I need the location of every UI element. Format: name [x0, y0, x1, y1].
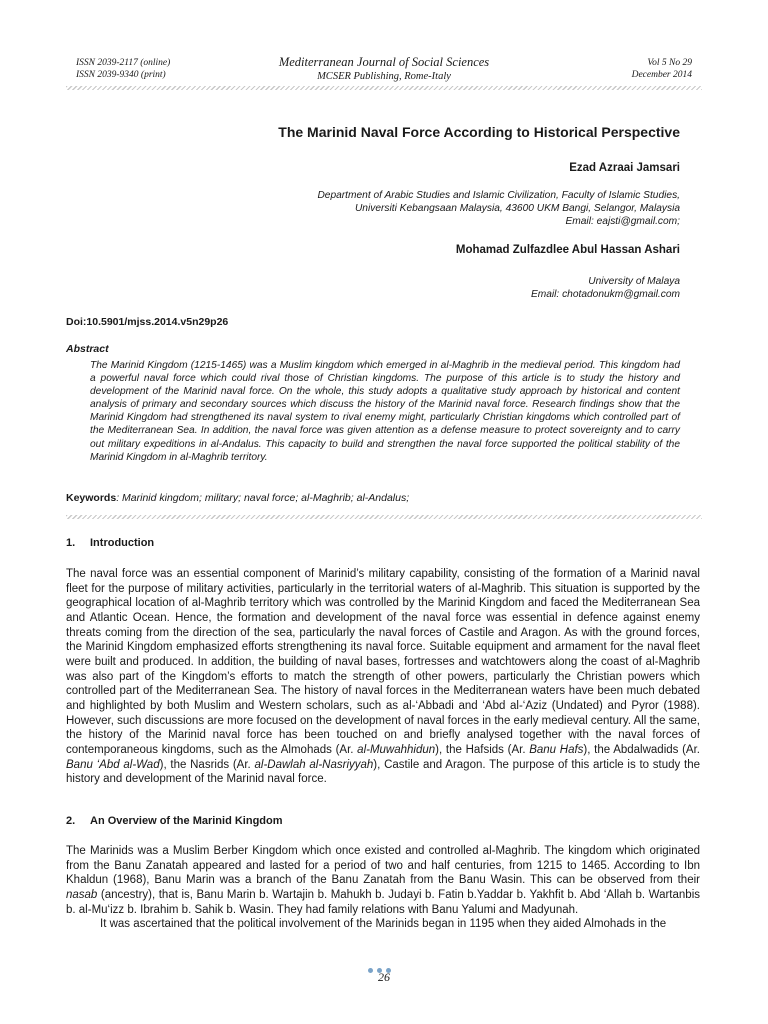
keywords-list: : Marinid kingdom; military; naval force; al-Maghrib; al-Andalus; — [116, 492, 410, 504]
keywords — [66, 492, 409, 504]
abstract-divider — [66, 515, 702, 519]
doi: Doi:10.5901/mjss.2014.v5n29p26 — [66, 316, 229, 328]
journal-block — [250, 55, 518, 84]
issn-print: ISSN 2039-9340 (print) — [76, 70, 166, 80]
text-run: The naval force was an essential component of Marinid’s military capability, consisting of the formation of a Marinid naval fleet for the purpose of military activities, particularly in the territorial waters of al-Maghrib. This situation is supported by the geographical location of al-Maghrib territory which was controlled by the Marinid Kingdom and faced the Mediterranean Sea and Atlantic Ocean. Hence, the formation and development of the naval force was essential in defence against enemy threats coming from the direction of the sea, particularly the naval forces of Castile and Aragon. As with the ground forces, the Marinid Kingdom emphasized efforts strengthening its naval force. Suitable equipment and armament for the naval fleet were built and produced. In addition, the building of naval bases, fortresses and watchtowers along the coast of al-Maghrib was also part of the Kingdom’s efforts to match the strength of other powers, particularly the Christian powers which controlled part of the Mediterranean Sea. The history of naval forces in the Mediterranean waters have been much debated and highlighted by both Muslim and Western scholars, such as al-‘Abbadi and ‘Abd al-‘Aziz (Undated) and Pyror (1988). However, such discussions are more focused on the development of naval forces in the early medieval century. All the same, the history of the Marinid naval force has been touched on and briefly analysed together with the naval forces of contemporaneous kingdoms, such as the Almohads (Ar. — [66, 568, 700, 756]
issn-online: ISSN 2039-2117 (online) — [76, 58, 171, 68]
italic-term: Banu Hafs — [529, 743, 584, 756]
author-1-affiliation — [317, 189, 680, 228]
text-run: The Marinids was a Muslim Berber Kingdom which once existed and controlled al-Maghrib. The kingdom which originated from the Banu Zanatah appeared and lasted for a period of two and half centuries, from 1215 to 1465. According to Ibn Khaldun (1968), Banu Marin was a branch of the Banu Zanatah from the Banu Wasin. This can be observed from their — [66, 845, 700, 887]
section-title: An Overview of the Marinid Kingdom — [90, 815, 283, 827]
publisher: MCSER Publishing, Rome-Italy — [317, 71, 451, 82]
header-divider — [66, 86, 702, 90]
text-run: ), the Abdalwadids (Ar. — [583, 743, 700, 756]
affiliation-line: Department of Arabic Studies and Islamic Civilization, Faculty of Islamic Studies, — [317, 190, 680, 201]
section-2-body — [66, 844, 700, 932]
section-1-heading — [66, 537, 154, 549]
italic-term: al-Dawlah al-Nasriyyah — [254, 758, 374, 771]
page-number: 26 — [378, 970, 390, 984]
section-number: 2. — [66, 815, 76, 827]
text-run: (ancestry), that is, Banu Marin b. Wartajin b. Mahukh b. Judayi b. Fatin b.Yaddar b. Yakhfit b. Abd ‘Allah b. Wartanbis b. al-Mu‘izz b. Ibrahim b. Sahik b. Wasin. They had family relations with Banu Yalumi and Madyunah. — [66, 888, 700, 916]
paper-title: The Marinid Naval Force According to Historical Perspective — [278, 124, 680, 140]
italic-term: Banu ‘Abd al-Wad — [66, 758, 160, 771]
affiliation-line: Universiti Kebangsaan Malaysia, 43600 UKM Bangi, Selangor, Malaysia — [354, 203, 680, 214]
italic-term: nasab — [66, 888, 98, 901]
section-title: Introduction — [90, 537, 155, 549]
issue-date: December 2014 — [631, 70, 692, 80]
author-2-name: Mohamad Zulfazdlee Abul Hassan Ashari — [455, 244, 680, 256]
author-2-affiliation — [531, 275, 680, 301]
italic-term: al-Muwahhidun — [357, 743, 436, 756]
text-run: ), the Nasrids (Ar. — [159, 758, 255, 771]
paragraph — [66, 567, 700, 787]
affiliation-line: University of Malaya — [588, 276, 680, 287]
issue-block — [632, 57, 692, 81]
text-run: ), the Hafsids (Ar. — [435, 743, 530, 756]
section-1-body — [66, 567, 700, 787]
section-number: 1. — [66, 537, 76, 549]
abstract-heading: Abstract — [66, 343, 109, 355]
abstract-text: The Marinid Kingdom (1215-1465) was a Muslim kingdom which emerged in al-Maghrib in the medieval period. This kingdom had a powerful naval force which could rival those of Christian kingdoms. The purpose of this article is to study the history and development of the Marinid naval force. On the whole, this study adopts a qualitative study approach by historical and content analysis of primary and secondary sources which discuss the history of the Marinid naval force. Research findings show that the Marinid Kingdom had strengthened its naval system to rival enemy might, particularly Christian kingdoms which controlled part of the Mediterranean Sea. In addition, the naval force was given attention as a defense measure to protect sovereignty and to carry out military expeditions in al-Andalus. This capacity to build and strengthen the naval force supported the political stability of the Marinid Kingdom in al-Maghrib territory. — [90, 360, 680, 463]
author-1-name: Ezad Azraai Jamsari — [569, 162, 680, 174]
affiliation-line: Email: eajsti@gmail.com; — [565, 216, 680, 227]
issn-block — [76, 57, 170, 81]
journal-name: Mediterranean Journal of Social Sciences — [278, 55, 490, 69]
affiliation-line: Email: chotadonukm@gmail.com — [530, 289, 680, 300]
keywords-label: Keywords — [66, 492, 117, 504]
paragraph — [66, 844, 700, 917]
section-2-heading — [66, 815, 283, 827]
text-run: ), Castile and Aragon. The purpose of this article is to study the history and development of the Marinid naval force. — [66, 758, 701, 786]
volume: Vol 5 No 29 — [647, 58, 692, 68]
paragraph: It was ascertained that the political involvement of the Marinids began in 1195 when they aided Almohads in the — [100, 918, 667, 931]
